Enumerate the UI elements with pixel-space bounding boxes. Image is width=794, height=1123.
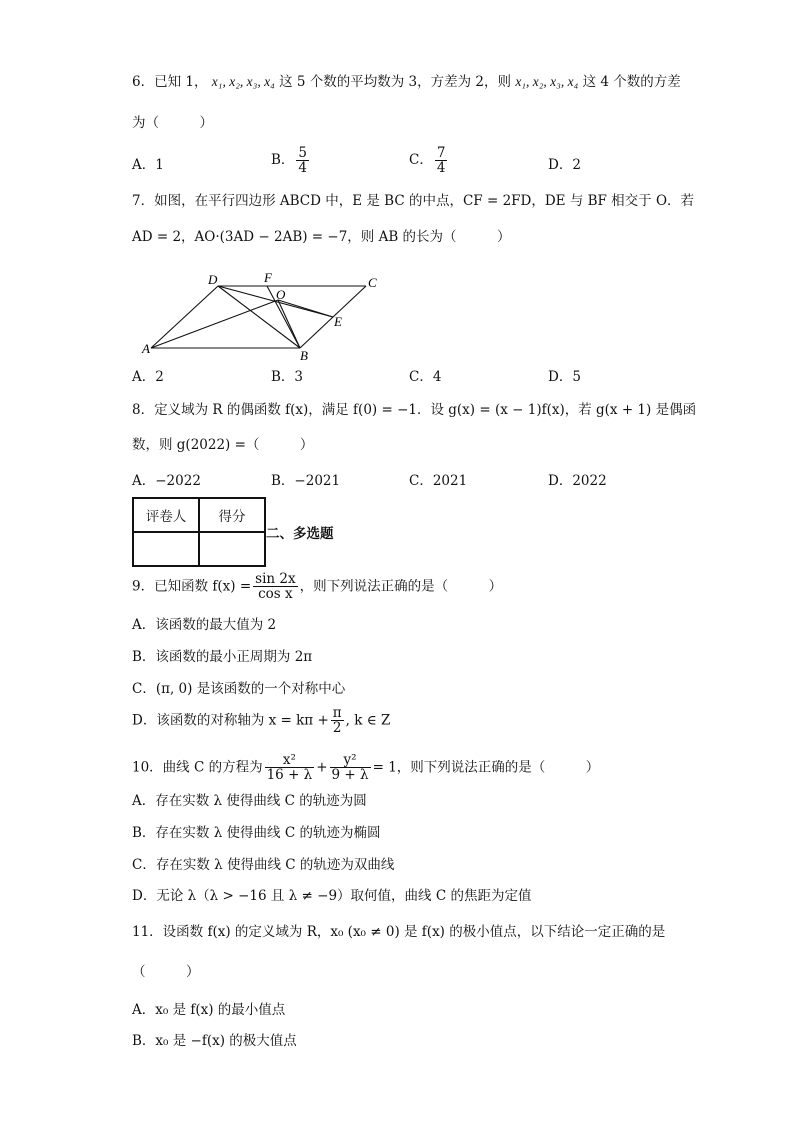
fraction-numerator: y² — [330, 753, 371, 768]
q6-stem-c: 这 4 个数的方差 — [582, 74, 681, 90]
score-table-score-cell — [199, 532, 265, 566]
q6-option-c-label: C． — [409, 152, 433, 168]
q9-option-d-a: D．该函数的对称轴为 x = kπ + — [132, 712, 329, 729]
q7-option-a: A．2 — [132, 369, 164, 385]
q10-option-c: C．存在实数 λ 使得曲线 C 的轨迹为双曲线 — [132, 857, 395, 873]
q6-stem-cont: 为（ ） — [132, 115, 213, 131]
q6-option-c — [409, 146, 449, 175]
q10-option-b: B．存在实数 λ 使得曲线 C 的轨迹为椭圆 — [132, 825, 381, 841]
q9-option-c: C．(π, 0) 是该函数的一个对称中心 — [132, 681, 346, 697]
q10-option-d: D．无论 λ（λ > −16 且 λ ≠ −9）取何值，曲线 C 的焦距为定值 — [132, 888, 532, 904]
fraction-numerator: π — [332, 705, 342, 721]
q9-fraction — [253, 572, 297, 601]
score-table — [132, 497, 266, 567]
q10-fraction-1 — [265, 753, 315, 782]
q10-stem — [132, 753, 599, 782]
q9-stem-b: ，则下列说法正确的是（ ） — [299, 578, 503, 595]
q11-stem: 11．设函数 f(x) 的定义域为 R，x₀ (x₀ ≠ 0) 是 f(x) 的极小值点，以下结论一定正确的是 — [132, 924, 666, 940]
q8-option-b: B．−2021 — [271, 473, 341, 489]
figure-label-c: C — [368, 275, 377, 290]
q6-stem-b: 这 5 个数的平均数为 3，方差为 2，则 — [279, 74, 512, 90]
q6-option-b — [271, 146, 311, 175]
fraction-denominator: 4 — [298, 160, 308, 176]
score-table-grader-cell — [133, 532, 199, 566]
q9-option-b: B．该函数的最小正周期为 2π — [132, 649, 313, 665]
figure-label-b: B — [300, 348, 308, 362]
q6-option-b-label: B． — [271, 152, 295, 168]
parallelogram-figure — [140, 270, 390, 362]
figure-label-f: F — [264, 270, 272, 285]
q11-option-a: A．x₀ 是 f(x) 的最小值点 — [132, 1002, 286, 1018]
q6-vars2: x₁, x₂, x₃, x₄ — [515, 74, 579, 89]
q7-stem: 7．如图，在平行四边形 ABCD 中，E 是 BC 的中点，CF = 2FD，DE 与 BF 相交于 O．若 — [132, 193, 695, 209]
q7-option-b: B．3 — [271, 369, 304, 385]
q10-plus: + — [316, 759, 328, 776]
q7-option-c: C．4 — [409, 369, 442, 385]
q11-stem-cont: （ ） — [132, 964, 200, 980]
q11-option-b: B．x₀ 是 −f(x) 的极大值点 — [132, 1033, 297, 1049]
score-table-score-header: 得分 — [199, 498, 265, 532]
q10-stem-b: = 1，则下列说法正确的是（ ） — [372, 759, 600, 776]
q9-option-d-fraction — [331, 706, 344, 735]
q10-stem-a: 10．曲线 C 的方程为 — [132, 759, 263, 776]
fraction-numerator: sin 2x — [255, 571, 296, 587]
q7-option-d: D．5 — [548, 369, 581, 385]
fraction-numerator: x² — [265, 753, 315, 768]
q9-option-d-b: , k ∈ Z — [345, 712, 391, 729]
q6-option-a: A．1 — [132, 157, 164, 173]
q10-fraction-2 — [330, 753, 371, 782]
q8-option-d: D．2022 — [548, 473, 607, 489]
q6-option-b-fraction — [296, 146, 309, 175]
q9-stem-a: 9．已知函数 f(x) = — [132, 578, 252, 595]
q9-option-d — [132, 706, 390, 735]
figure-label-e: E — [334, 314, 342, 329]
q9-option-a: A．该函数的最大值为 2 — [132, 617, 277, 633]
q8-stem-cont: 数，则 g(2022) =（ ） — [132, 437, 314, 453]
q6-option-c-fraction — [435, 146, 448, 175]
score-table-grader-header: 评卷人 — [133, 498, 199, 532]
q9-stem — [132, 572, 502, 601]
figure-label-o: O — [276, 287, 286, 302]
fraction-denominator: 2 — [332, 720, 342, 736]
section-title: 二、多选题 — [266, 526, 334, 542]
q8-option-a: A．−2022 — [132, 473, 201, 489]
fraction-numerator: 5 — [298, 145, 308, 161]
fraction-denominator: 16 + λ — [266, 767, 313, 783]
q7-stem-cont: AD = 2，AO·(3AD − 2AB) = −7，则 AB 的长为（ ） — [132, 229, 511, 245]
q8-option-c: C．2021 — [409, 473, 468, 489]
q10-option-a: A．存在实数 λ 使得曲线 C 的轨迹为圆 — [132, 793, 367, 809]
q6-stem-a: 6．已知 1， — [132, 74, 208, 90]
figure-label-a: A — [142, 341, 150, 356]
q6-vars1: x₁, x₂, x₃, x₄ — [211, 74, 275, 89]
fraction-denominator: cos x — [258, 586, 293, 602]
fraction-denominator: 4 — [436, 160, 446, 176]
figure-label-d: D — [208, 272, 218, 287]
fraction-denominator: 9 + λ — [331, 767, 369, 783]
q8-stem: 8．定义域为 R 的偶函数 f(x)，满足 f(0) = −1．设 g(x) = (x − 1)f(x)，若 g(x + 1) 是偶函 — [132, 402, 697, 418]
q6-option-d: D．2 — [548, 157, 581, 173]
q6-stem — [132, 72, 681, 92]
fraction-numerator: 7 — [436, 145, 446, 161]
